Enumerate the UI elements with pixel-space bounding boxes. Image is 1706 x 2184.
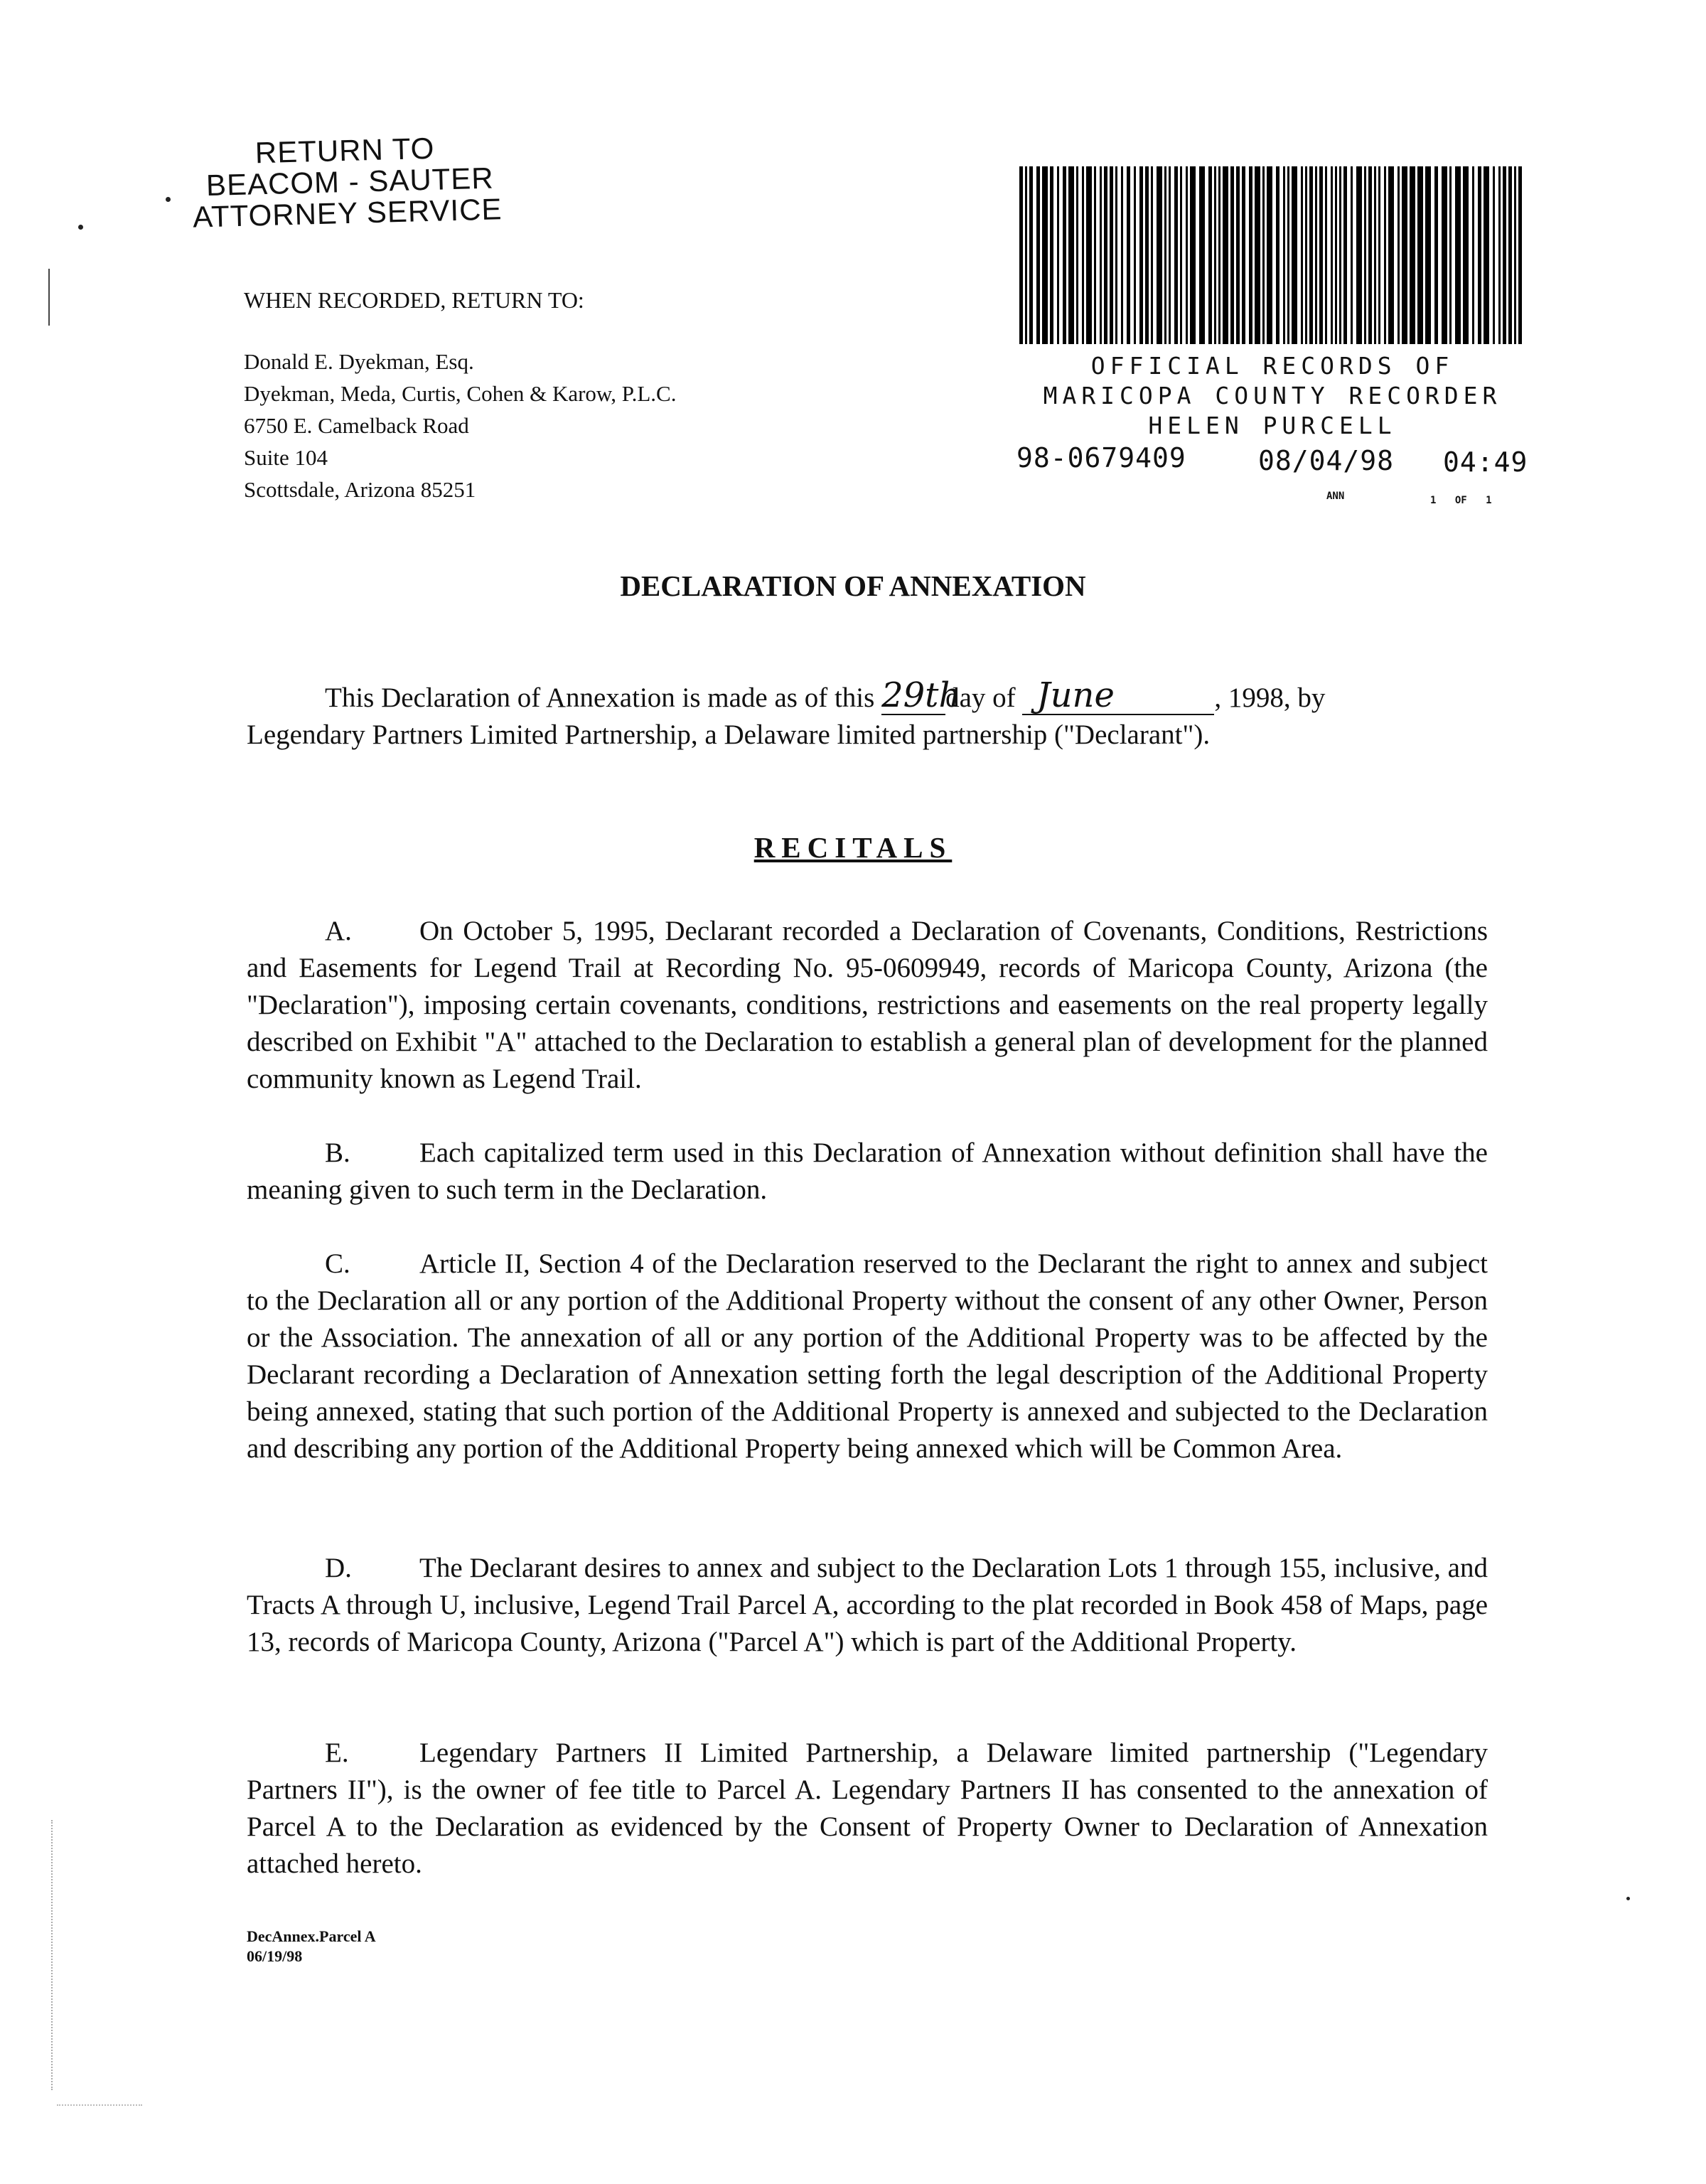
- barcode-bar: [1292, 166, 1297, 344]
- recital-text: Article II, Section 4 of the Declaration reserved to the Declarant the right to annex and subject to the Declaration all or any portion of the Additional Property without the consent of any other Owner, Person or the Association. The annexation of all or any portion of the Additional Property was to be affected by the Declarant recording a Declaration of Annexation setting forth the legal description of the Additional Property being annexed, stating that such portion of the Additional Property is annexed and subjected to the Declaration and describing any portion of the Additional Property being annexed which will be Common Area.: [247, 1248, 1488, 1464]
- recital-c: [247, 1246, 1488, 1467]
- barcode-bar: [1339, 166, 1341, 344]
- return-address: [244, 346, 676, 505]
- barcode-bar: [1218, 166, 1221, 344]
- recording-number: 98-0679409: [1016, 442, 1186, 473]
- barcode-bar: [1449, 166, 1452, 344]
- barcode-bar: [1151, 166, 1153, 344]
- barcode-bar: [1050, 166, 1053, 344]
- barcode-bar: [1402, 166, 1407, 344]
- recording-date: 08/04/98: [1258, 445, 1395, 476]
- barcode-bar: [1214, 166, 1216, 344]
- barcode-bar: [1455, 166, 1461, 344]
- recorder-line: MARICOPA COUNTY RECORDER: [1043, 382, 1502, 410]
- barcode-bar: [1164, 166, 1166, 344]
- barcode-bar: [1331, 166, 1333, 344]
- barcode-bar: [1134, 166, 1136, 344]
- barcode-bar: [1082, 166, 1084, 344]
- stamp-line: RETURN TO: [254, 131, 435, 170]
- return-to-stamp: [191, 131, 503, 232]
- recital-label: E.: [325, 1738, 349, 1768]
- barcode-bar: [1434, 166, 1438, 344]
- barcode-bar: [1325, 166, 1327, 344]
- recital-label: D.: [325, 1553, 352, 1583]
- barcode-bar: [1208, 166, 1212, 344]
- scan-margin-marks: [51, 1820, 55, 2090]
- barcode-bar: [1100, 166, 1102, 344]
- margin-line: [48, 269, 50, 326]
- barcode-bar: [1236, 166, 1240, 344]
- recital-text: Legendary Partners II Limited Partnership, a Delaware limited partnership ("Legendary Partners II"), is the owner of fee title to Parcel A. Legendary Partners II has consented to the annexation of Parcel A to the Declaration as evidenced by the Consent of Property Owner to Declaration of Annexation attached hereto.: [247, 1738, 1488, 1879]
- barcode-bar: [1223, 166, 1228, 344]
- barcode-bar: [1019, 166, 1023, 344]
- barcode-bar: [1343, 166, 1347, 344]
- barcode-bar: [1351, 166, 1353, 344]
- recital-text: Each capitalized term used in this Declaration of Annexation without definition shall have the meaning given to such term in the Declaration.: [247, 1138, 1488, 1205]
- barcode-bar: [1368, 166, 1372, 344]
- barcode-bar: [1110, 166, 1113, 344]
- barcode-bar: [1174, 166, 1178, 344]
- barcode-bar: [1029, 166, 1033, 344]
- barcode-bar: [1478, 166, 1481, 344]
- barcode-bar: [1169, 166, 1171, 344]
- barcode-bar: [1190, 166, 1196, 344]
- barcode-bar: [1139, 166, 1143, 344]
- barcode-bar: [1121, 166, 1123, 344]
- page-count: 1 OF 1: [1430, 495, 1492, 506]
- recital-d: [247, 1550, 1488, 1661]
- barcode-bar: [1518, 166, 1522, 344]
- barcode-bar: [1276, 166, 1280, 344]
- recital-label: B.: [325, 1138, 350, 1168]
- document-title: DECLARATION OF ANNEXATION: [620, 569, 1086, 602]
- barcode-bar: [1249, 166, 1252, 344]
- barcode-bar: [1025, 166, 1027, 344]
- barcode-bar: [1397, 166, 1400, 344]
- handwritten-day: 29th: [881, 675, 961, 715]
- barcode-bar: [1364, 166, 1366, 344]
- barcode-bar: [1157, 166, 1162, 344]
- document-footer: [247, 1927, 376, 1966]
- recorder-line: HELEN PURCELL: [1148, 412, 1397, 439]
- barcode-bar: [1463, 166, 1469, 344]
- address-line: Scottsdale, Arizona 85251: [244, 477, 476, 502]
- barcode-bar: [1309, 166, 1313, 344]
- recorder-initials: ANN: [1326, 491, 1345, 502]
- intro-text: This Declaration of Annexation is made as of this: [325, 682, 875, 713]
- barcode-bar: [1104, 166, 1107, 344]
- barcode-bar: [1410, 166, 1415, 344]
- barcode-bar: [1503, 166, 1506, 344]
- barcode-bar: [1267, 166, 1272, 344]
- barcode-bar: [1042, 166, 1048, 344]
- barcode-bar: [1378, 166, 1380, 344]
- address-line: Dyekman, Meda, Curtis, Cohen & Karow, P.L.C.: [244, 381, 677, 406]
- stray-mark: [166, 197, 171, 202]
- barcode-bar: [1230, 166, 1234, 344]
- barcode-bar: [1063, 166, 1066, 344]
- intro-line-1: [247, 677, 1484, 717]
- barcode-bar: [1068, 166, 1074, 344]
- barcode-bar: [1305, 166, 1307, 344]
- barcode-bar: [1086, 166, 1092, 344]
- recitals-heading: RECITALS: [753, 831, 953, 864]
- barcode-bar: [1508, 166, 1512, 344]
- recital-label: C.: [325, 1248, 350, 1279]
- barcode-bar: [1417, 166, 1423, 344]
- stamp-line: BEACOM - SAUTER: [205, 161, 495, 203]
- barcode-bar: [1514, 166, 1516, 344]
- barcode-bar: [1180, 166, 1182, 344]
- barcode-bar: [1145, 166, 1149, 344]
- recital-b: [247, 1135, 1488, 1209]
- barcode-bar: [1498, 166, 1501, 344]
- barcode-bar: [1388, 166, 1394, 344]
- barcode-bar: [1472, 166, 1474, 344]
- barcode-bar: [1283, 166, 1285, 344]
- recording-time: 04:49: [1443, 446, 1528, 478]
- recital-text: On October 5, 1995, Declarant recorded a Declaration of Covenants, Conditions, Restrictions and Easements for Legend Trail at Recording No. 95-0609949, records of Maricopa County, Arizona (the "Declaration"), imposing certain covenants, conditions, restrictions and easements on the real property legally described on Exhibit "A" attached to the Declaration to establish a general plan of development for the planned community known as Legend Trail.: [247, 916, 1488, 1094]
- year-text: , 1998, by: [1214, 682, 1326, 713]
- barcode-bar: [1484, 166, 1489, 344]
- barcode-bar: [1199, 166, 1205, 344]
- recital-a: [247, 913, 1488, 1098]
- recital-text: The Declarant desires to annex and subject to the Declaration Lots 1 through 155, inclusive, and Tracts A through U, inclusive, Legend Trail Parcel A, according to the plat recorded in Book 458 of Maps, page 13, records of Maricopa County, Arizona ("Parcel A") which is part of the Additional Property.: [247, 1553, 1488, 1657]
- when-recorded-label: WHEN RECORDED, RETURN TO:: [244, 287, 584, 313]
- address-line: Suite 104: [244, 445, 328, 470]
- barcode-bar: [1493, 166, 1495, 344]
- address-line: Donald E. Dyekman, Esq.: [244, 349, 474, 374]
- stray-mark: [78, 225, 83, 230]
- footer-date: 06/19/98: [247, 1947, 303, 1965]
- recorder-block: [1016, 351, 1528, 441]
- barcode-bar: [1287, 166, 1289, 344]
- barcode-bar: [1425, 166, 1431, 344]
- barcode-bar: [1057, 166, 1059, 344]
- barcode-bar: [1186, 166, 1188, 344]
- barcode-bar: [1384, 166, 1386, 344]
- barcode-bar: [1115, 166, 1117, 344]
- stray-mark: [1626, 1897, 1630, 1900]
- recital-label: A.: [325, 916, 352, 946]
- barcode-bar: [1335, 166, 1337, 344]
- intro-paragraph: [247, 677, 1484, 754]
- stamp-line: ATTORNEY SERVICE: [192, 192, 503, 234]
- barcode-bar: [1094, 166, 1096, 344]
- barcode-bar: [1315, 166, 1317, 344]
- barcode-bar: [1356, 166, 1362, 344]
- scan-margin-marks: [57, 2104, 142, 2141]
- barcode-bar: [1319, 166, 1323, 344]
- intro-line-2: Legendary Partners Limited Partnership, a Delaware limited partnership ("Declarant").: [247, 719, 1211, 750]
- barcode-bar: [1127, 166, 1130, 344]
- barcode-bar: [1442, 166, 1447, 344]
- barcode-bar: [1255, 166, 1260, 344]
- recorder-line: OFFICIAL RECORDS OF: [1090, 352, 1454, 380]
- barcode-bar: [1301, 166, 1303, 344]
- day-of-text: day of: [945, 682, 1016, 713]
- recital-e: [247, 1735, 1488, 1883]
- barcode-bar: [1374, 166, 1376, 344]
- barcode-bar: [1262, 166, 1265, 344]
- barcode-bar: [1242, 166, 1245, 344]
- barcode-bar: [1036, 166, 1040, 344]
- handwritten-month: June: [1022, 677, 1214, 715]
- footer-filename: DecAnnex.Parcel A: [247, 1927, 376, 1945]
- barcode-bar: [1076, 166, 1078, 344]
- address-line: 6750 E. Camelback Road: [244, 413, 469, 438]
- barcode: [1018, 166, 1528, 344]
